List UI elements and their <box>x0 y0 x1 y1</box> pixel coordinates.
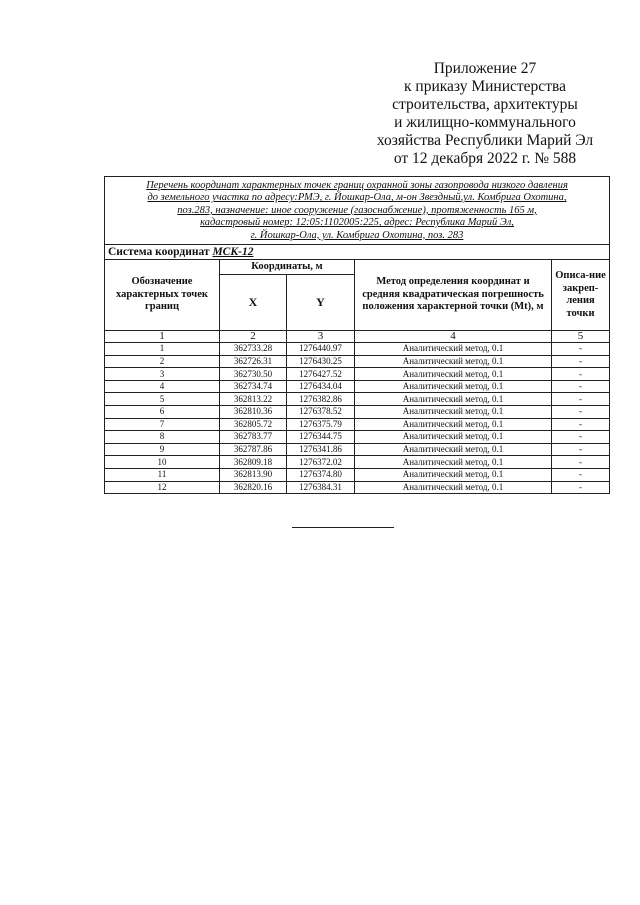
method-cell: Аналитический метод, 0.1 <box>355 406 552 419</box>
coord-x: 362813.90 <box>220 468 287 481</box>
column-number: 2 <box>220 331 287 343</box>
appendix-line: к приказу Министерства <box>404 78 566 95</box>
coord-y: 1276344.75 <box>287 431 355 444</box>
table-title-row <box>105 177 610 245</box>
point-number: 11 <box>105 468 220 481</box>
coordinates-table <box>104 176 610 494</box>
description-cell: - <box>552 418 610 431</box>
table-row <box>105 393 610 406</box>
header-y: Y <box>287 275 355 331</box>
appendix-header <box>360 60 610 168</box>
title-line: до земельного участка по адресу:РМЭ, г. Йошкар-Ола, м-он Звездный,ул. Комбрига Охотина, <box>147 192 567 204</box>
coord-y: 1276430.25 <box>287 355 355 368</box>
coord-y: 1276374.80 <box>287 468 355 481</box>
description-cell: - <box>552 431 610 444</box>
table-row <box>105 456 610 469</box>
separator-line <box>292 527 394 528</box>
method-cell: Аналитический метод, 0.1 <box>355 468 552 481</box>
coord-y: 1276375.79 <box>287 418 355 431</box>
coord-y: 1276382.86 <box>287 393 355 406</box>
method-cell: Аналитический метод, 0.1 <box>355 431 552 444</box>
point-number: 10 <box>105 456 220 469</box>
coordinate-system-row <box>105 245 610 260</box>
table-row <box>105 406 610 419</box>
header-coords: Координаты, м <box>220 260 355 275</box>
coord-y: 1276384.31 <box>287 481 355 494</box>
description-cell: - <box>552 443 610 456</box>
coord-x: 362734.74 <box>220 380 287 393</box>
method-cell: Аналитический метод, 0.1 <box>355 380 552 393</box>
header-description: Описа-ние закреп-ления точки <box>552 260 610 331</box>
description-cell: - <box>552 468 610 481</box>
appendix-line: Приложение 27 <box>433 60 537 77</box>
method-cell: Аналитический метод, 0.1 <box>355 355 552 368</box>
method-cell: Аналитический метод, 0.1 <box>355 393 552 406</box>
coord-y: 1276341.86 <box>287 443 355 456</box>
description-cell: - <box>552 355 610 368</box>
description-cell: - <box>552 456 610 469</box>
coord-x: 362733.28 <box>220 343 287 356</box>
column-number: 3 <box>287 331 355 343</box>
title-line: г. Йошкар-Ола, ул. Комбрига Охотина, поз. 283 <box>250 229 464 241</box>
coord-x: 362726.31 <box>220 355 287 368</box>
table-row <box>105 468 610 481</box>
title-line: поз.283, назначение: иное сооружение (газоснабжение), протяженность 165 м, <box>177 204 537 216</box>
column-number: 1 <box>105 331 220 343</box>
coord-x: 362783.77 <box>220 431 287 444</box>
coord-x: 362805.72 <box>220 418 287 431</box>
point-number: 1 <box>105 343 220 356</box>
point-number: 6 <box>105 406 220 419</box>
header-row <box>105 260 610 275</box>
point-number: 2 <box>105 355 220 368</box>
table-row <box>105 355 610 368</box>
table-row <box>105 343 610 356</box>
coord-y: 1276434.04 <box>287 380 355 393</box>
coord-y: 1276378.52 <box>287 406 355 419</box>
coord-x: 362809.18 <box>220 456 287 469</box>
column-number: 4 <box>355 331 552 343</box>
table-row <box>105 368 610 381</box>
table-title <box>105 177 610 245</box>
description-cell: - <box>552 368 610 381</box>
point-number: 7 <box>105 418 220 431</box>
point-number: 12 <box>105 481 220 494</box>
description-cell: - <box>552 380 610 393</box>
table-row <box>105 481 610 494</box>
title-line: Перечень координат характерных точек границ охранной зоны газопровода низкого давления <box>146 180 568 191</box>
method-cell: Аналитический метод, 0.1 <box>355 418 552 431</box>
column-numbers-row <box>105 331 610 343</box>
method-cell: Аналитический метод, 0.1 <box>355 343 552 356</box>
coord-x: 362813.22 <box>220 393 287 406</box>
point-number: 9 <box>105 443 220 456</box>
point-number: 3 <box>105 368 220 381</box>
header-point: Обозначение характерных точек границ <box>105 260 220 331</box>
description-cell: - <box>552 406 610 419</box>
table-row <box>105 443 610 456</box>
coord-x: 362820.16 <box>220 481 287 494</box>
point-number: 5 <box>105 393 220 406</box>
method-cell: Аналитический метод, 0.1 <box>355 456 552 469</box>
coord-y: 1276427.52 <box>287 368 355 381</box>
appendix-line: хозяйства Республики Марий Эл <box>376 132 594 149</box>
appendix-line: строительства, архитектуры <box>392 96 578 113</box>
coord-y: 1276372.02 <box>287 456 355 469</box>
table-row <box>105 431 610 444</box>
point-number: 4 <box>105 380 220 393</box>
coordinate-system-value: МСК-12 <box>212 246 254 259</box>
coord-x: 362730.50 <box>220 368 287 381</box>
description-cell: - <box>552 343 610 356</box>
appendix-line: от 12 декабря 2022 г. № 588 <box>393 150 577 167</box>
coord-x: 362810.36 <box>220 406 287 419</box>
table-row <box>105 418 610 431</box>
method-cell: Аналитический метод, 0.1 <box>355 481 552 494</box>
coordinate-system <box>105 245 610 260</box>
coord-y: 1276440.97 <box>287 343 355 356</box>
coordinate-system-label: Система координат <box>108 246 210 259</box>
method-cell: Аналитический метод, 0.1 <box>355 443 552 456</box>
title-line: кадастровый номер: 12:05:1102005:225, адрес: Республика Марий Эл, <box>200 217 514 229</box>
column-number: 5 <box>552 331 610 343</box>
point-number: 8 <box>105 431 220 444</box>
coord-x: 362787.86 <box>220 443 287 456</box>
appendix-line: и жилищно-коммунального <box>394 114 576 131</box>
header-x: X <box>220 275 287 331</box>
table-row <box>105 380 610 393</box>
header-method: Метод определения координат и средняя квадратическая погрешность положения характерной точки (Mt), м <box>355 260 552 331</box>
method-cell: Аналитический метод, 0.1 <box>355 368 552 381</box>
description-cell: - <box>552 393 610 406</box>
description-cell: - <box>552 481 610 494</box>
